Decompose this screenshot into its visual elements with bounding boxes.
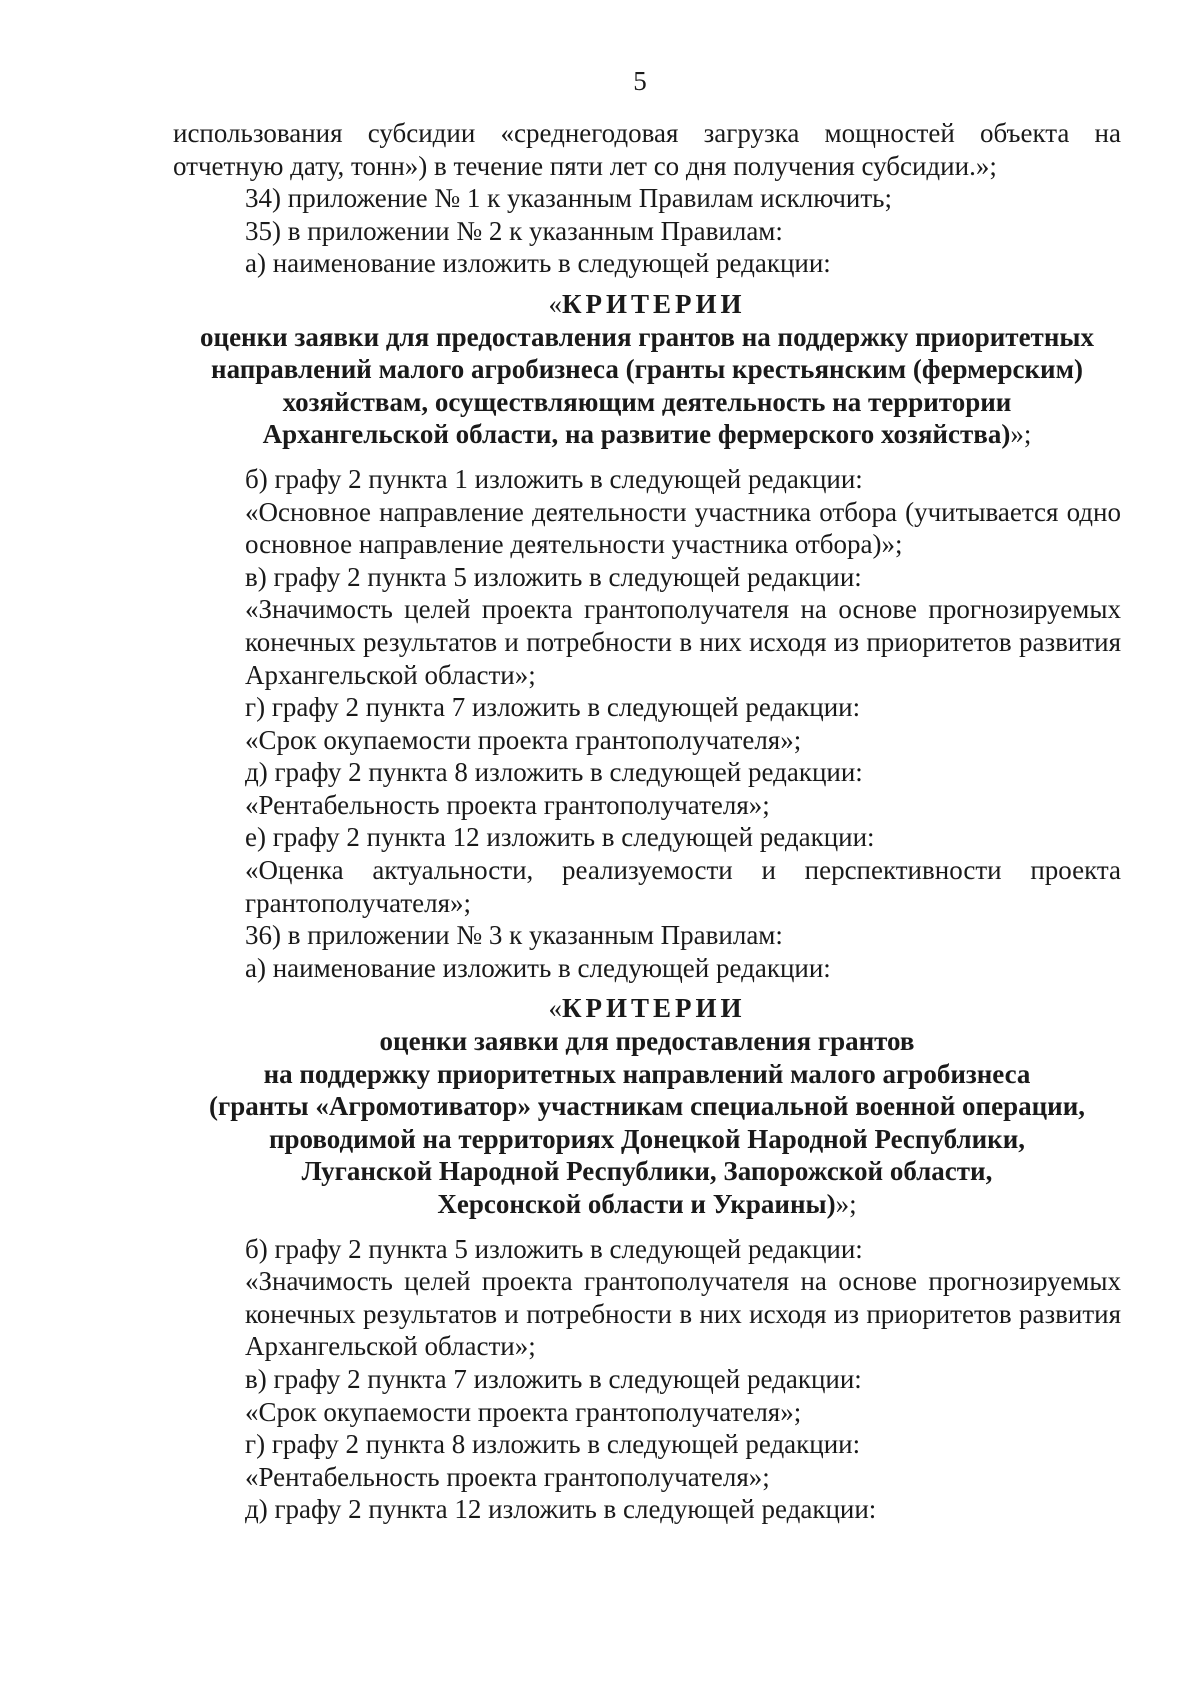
paragraph-subitem-a: а) наименование изложить в следующей редакции: — [245, 248, 831, 279]
paragraph-quote: «Срок окупаемости проекта грантополучателя»; — [245, 724, 802, 755]
paragraph-continuation: использования субсидии «среднегодовая загрузка мощностей объекта на отчетную дату, тонн») в течение пяти лет со дня получения субсидии.»; — [173, 118, 1121, 181]
paragraph-quote: «Значимость целей проекта грантополучателя на основе прогнозируемых конечных результатов и потребности в них исходя из приоритетов развития Архангельской области»; — [245, 1266, 1121, 1362]
criteria-heading-title: «КРИТЕРИИ — [548, 993, 746, 1024]
paragraph-quote: «Срок окупаемости проекта грантополучателя»; — [245, 1396, 802, 1427]
paragraph-subitem-v: в) графу 2 пункта 7 изложить в следующей редакции: — [245, 1363, 862, 1394]
paragraph-subitem-d: д) графу 2 пункта 8 изложить в следующей редакции: — [245, 757, 863, 788]
paragraph-subitem-g: г) графу 2 пункта 8 изложить в следующей редакции: — [245, 1429, 861, 1460]
criteria-heading-1 — [173, 288, 1121, 451]
paragraph-quote: «Значимость целей проекта грантополучателя на основе прогнозируемых конечных результатов и потребности в них исходя из приоритетов развития Архангельской области»; — [245, 594, 1121, 690]
paragraph-subitem-v: в) графу 2 пункта 5 изложить в следующей редакции: — [245, 561, 862, 592]
criteria-heading-line: оценки заявки для предоставления грантов — [379, 1026, 915, 1057]
paragraph-subitem-b: б) графу 2 пункта 5 изложить в следующей редакции: — [245, 1233, 863, 1264]
paragraph-subitem-a: а) наименование изложить в следующей редакции: — [245, 952, 831, 983]
criteria-heading-line: Херсонской области и Украины)»; — [437, 1189, 857, 1219]
criteria-heading-title: «КРИТЕРИИ — [548, 288, 746, 319]
criteria-heading-line: оценки заявки для предоставления грантов на поддержку приоритетных — [200, 321, 1094, 352]
paragraph-item-35: 35) в приложении № 2 к указанным Правилам: — [245, 215, 783, 246]
paragraph-quote: «Рентабельность проекта грантополучателя»; — [245, 1461, 770, 1492]
criteria-heading-line: хозяйствам, осуществляющим деятельность на территории — [282, 386, 1012, 417]
criteria-heading-2 — [173, 992, 1121, 1220]
paragraph-subitem-d: д) графу 2 пункта 12 изложить в следующей редакции: — [245, 1494, 877, 1525]
paragraph-item-34: 34) приложение № 1 к указанным Правилам исключить; — [245, 183, 892, 214]
paragraph-subitem-e: е) графу 2 пункта 12 изложить в следующей редакции: — [245, 822, 875, 853]
paragraph-subitem-b: б) графу 2 пункта 1 изложить в следующей редакции: — [245, 463, 863, 494]
criteria-heading-line: Архангельской области, на развитие фермерского хозяйства)»; — [262, 419, 1032, 450]
criteria-heading-line: на поддержку приоритетных направлений малого агробизнеса — [263, 1058, 1031, 1089]
page-number: 5 — [633, 66, 647, 96]
criteria-heading-line: (гранты «Агромотиватор» участникам специальной военной операции, — [208, 1091, 1086, 1122]
criteria-heading-line: Луганской Народной Республики, Запорожской области, — [301, 1156, 993, 1187]
criteria-heading-line: проводимой на территориях Донецкой Народной Республики, — [268, 1123, 1026, 1154]
paragraph-quote: «Рентабельность проекта грантополучателя»; — [245, 789, 770, 820]
criteria-heading-line: направлений малого агробизнеса (гранты крестьянским (фермерским) — [211, 354, 1083, 385]
paragraph-quote: «Оценка актуальности, реализуемости и перспективности проекта грантополучателя»; — [245, 855, 1121, 918]
paragraph-quote: «Основное направление деятельности участника отбора (учитывается одно основное направление деятельности участника отбора)»; — [245, 496, 1121, 560]
paragraph-item-36: 36) в приложении № 3 к указанным Правилам: — [245, 920, 783, 951]
paragraph-subitem-g: г) графу 2 пункта 7 изложить в следующей редакции: — [245, 692, 861, 723]
document-body — [173, 117, 1121, 1526]
